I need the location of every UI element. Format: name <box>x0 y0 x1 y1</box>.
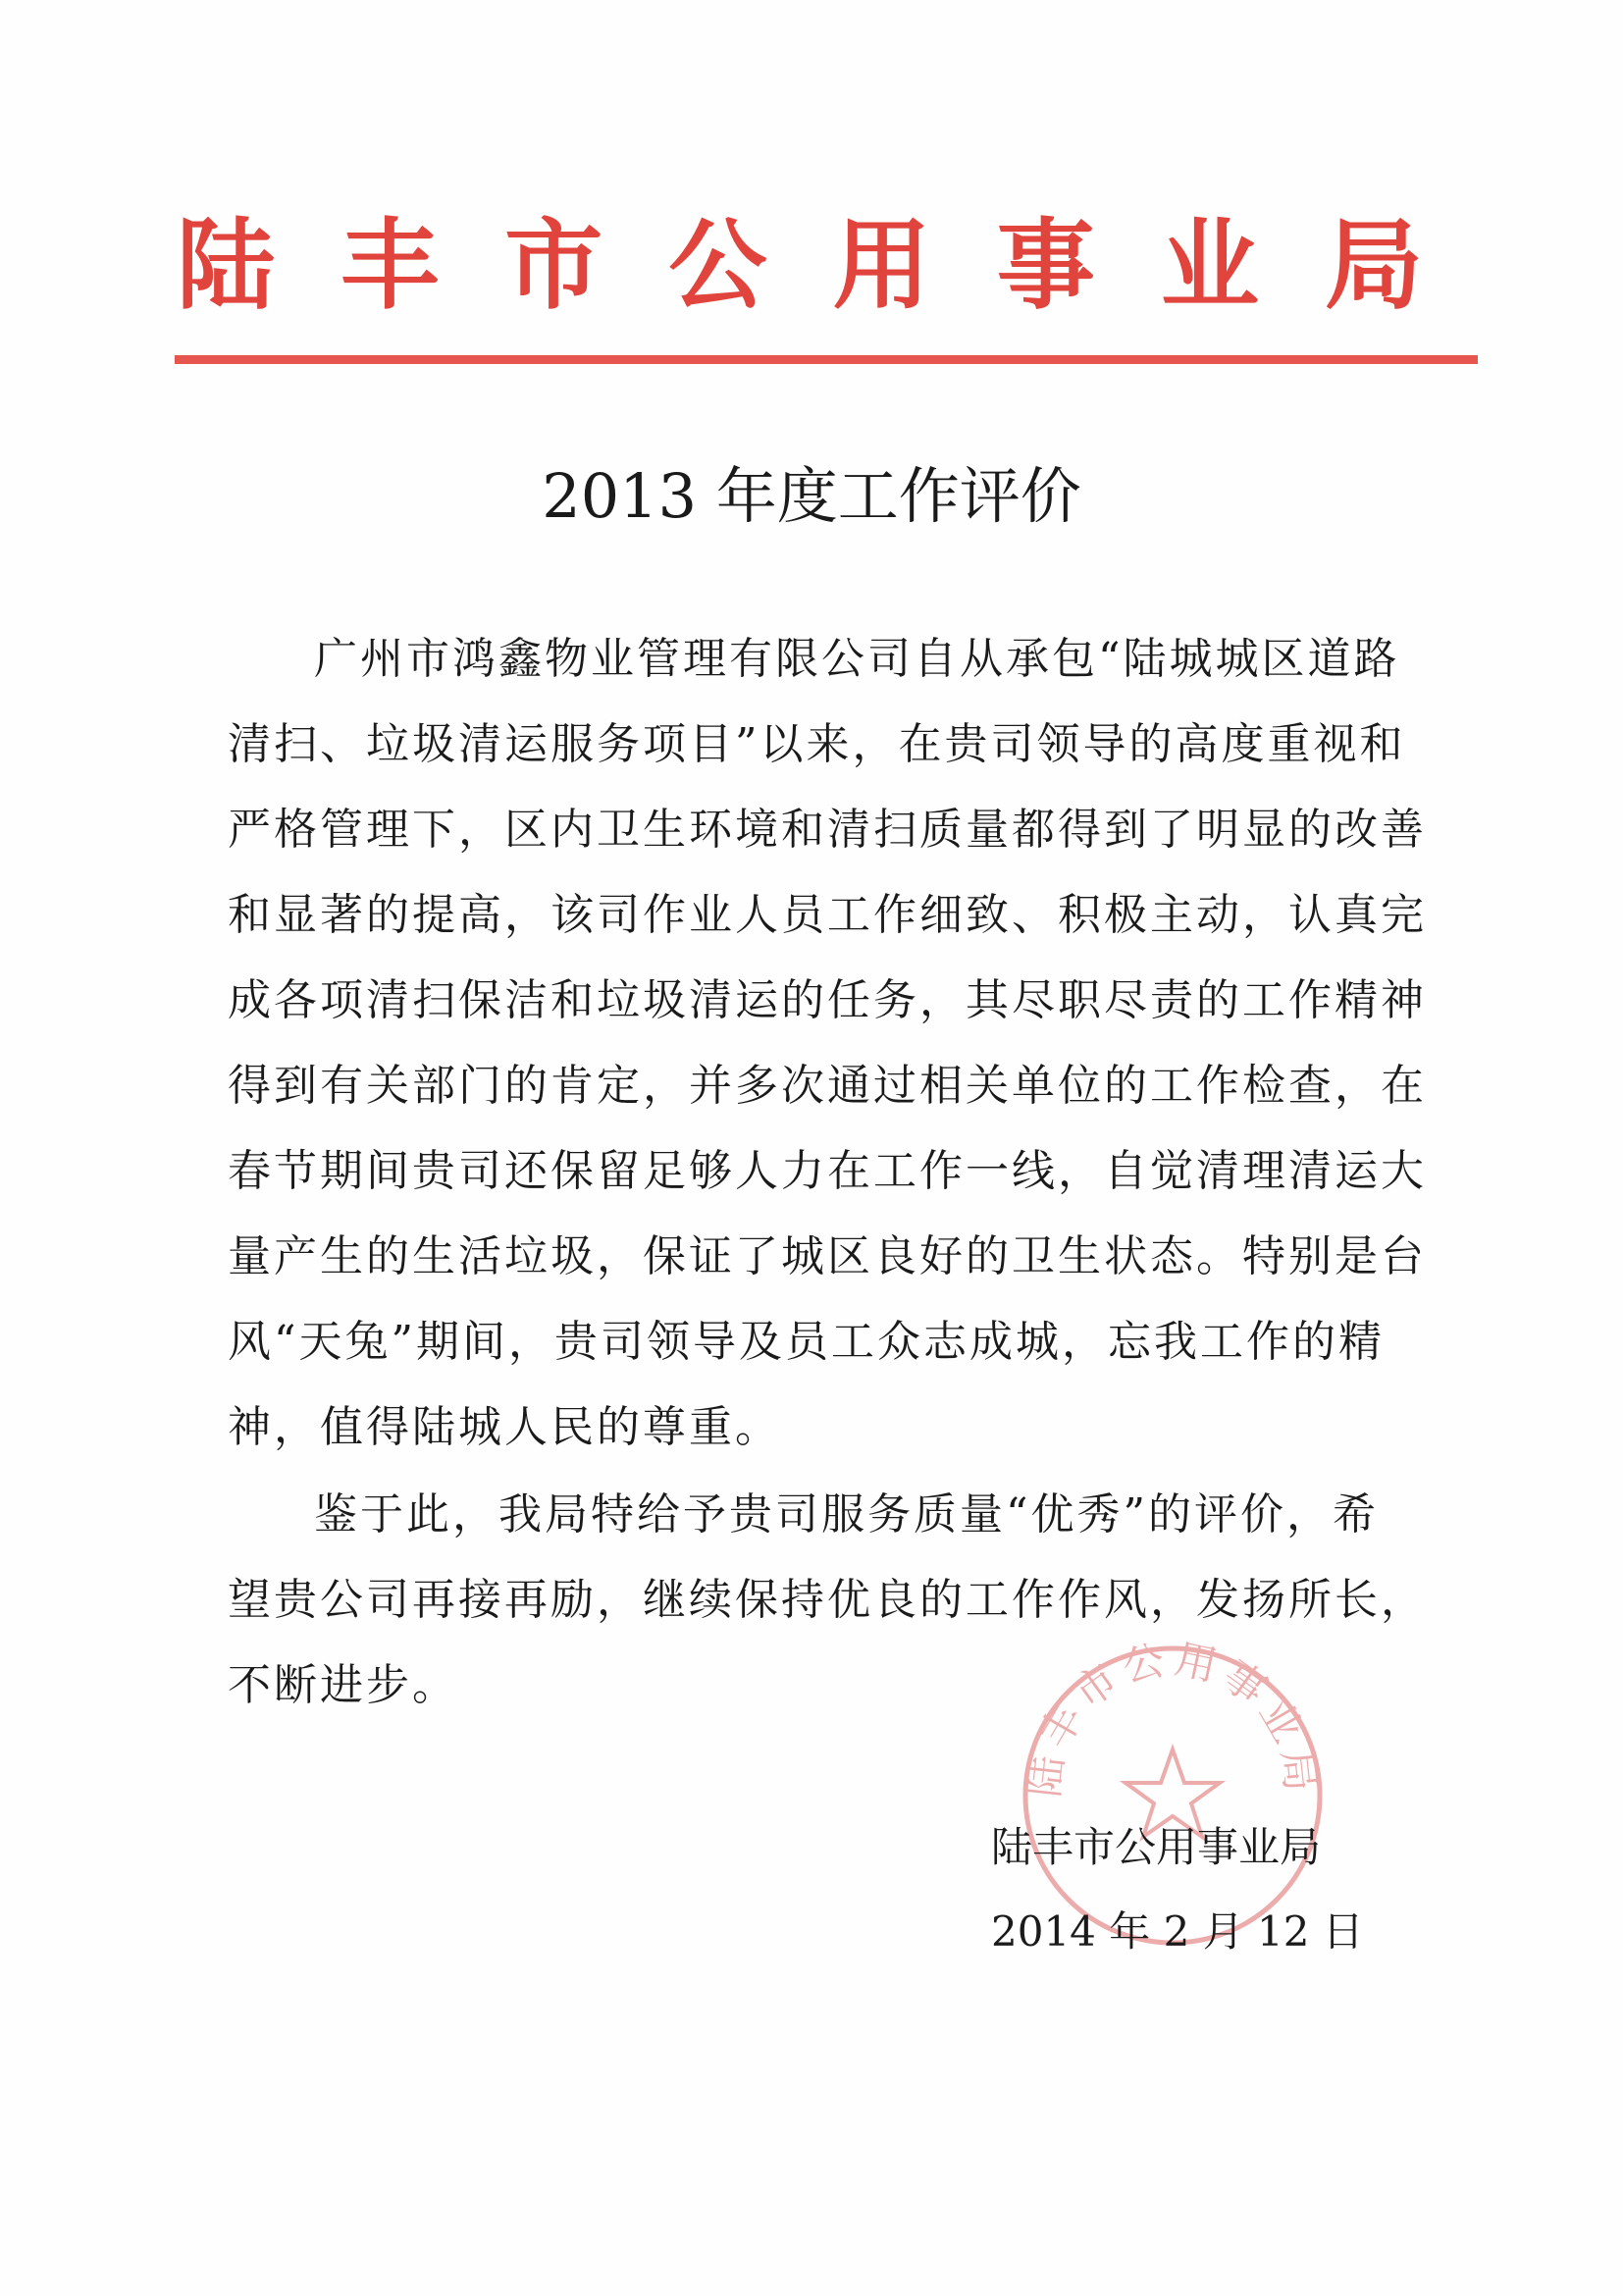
paragraph-line: 和显著的提高，该司作业人员工作细致、积极主动，认真完 <box>228 890 1427 940</box>
paragraph-line: 风“天兔”期间，贵司领导及员工众志成城，忘我工作的精 <box>228 1317 1385 1367</box>
letterhead-char: 公 <box>668 207 767 323</box>
paragraph-line: 神，值得陆城人民的尊重。 <box>228 1402 781 1452</box>
document-title: 2013 年度工作评价 <box>542 460 1081 532</box>
signature-org: 陆丰市公用事业局 <box>991 1823 1322 1871</box>
body-paragraph <box>228 616 1427 1470</box>
letterhead-char: 局 <box>1324 207 1423 323</box>
signature-block <box>991 1805 1384 1974</box>
letterhead-title <box>177 207 1423 323</box>
letterhead-char: 陆 <box>177 207 275 323</box>
paragraph-line: 不断进步。 <box>228 1660 458 1710</box>
paragraph-line: 春节期间贵司还保留足够人力在工作一线，自觉清理清运大 <box>228 1146 1427 1196</box>
letterhead-char: 市 <box>504 207 603 323</box>
letterhead-char: 业 <box>1160 207 1259 323</box>
seal-text: 陆丰市公用事业局 <box>1020 1634 1326 1800</box>
letterhead-char: 事 <box>996 207 1095 323</box>
paragraph-line: 严格管理下，区内卫生环境和清扫质量都得到了明显的改善 <box>228 805 1427 855</box>
paragraph-line: 量产生的生活垃圾，保证了城区良好的卫生状态。特别是台 <box>228 1231 1427 1281</box>
letterhead-divider <box>175 355 1478 364</box>
paragraph-line: 望贵公司再接再励，继续保持优良的工作作风，发扬所长， <box>228 1575 1427 1625</box>
paragraph-line: 鉴于此，我局特给予贵司服务质量“优秀”的评价，希 <box>314 1489 1379 1539</box>
letterhead-char: 用 <box>832 207 931 323</box>
paragraph-line: 清扫、垃圾清运服务项目”以来，在贵司领导的高度重视和 <box>228 719 1406 769</box>
letterhead-char: 丰 <box>340 207 440 323</box>
signature-date: 2014 年 2 月 12 日 <box>991 1907 1364 1956</box>
paragraph-line: 广州市鸿鑫物业管理有限公司自从承包“陆城城区道路 <box>314 634 1400 684</box>
paragraph-line: 成各项清扫保洁和垃圾清运的任务，其尽职尽责的工作精神 <box>228 975 1427 1025</box>
paragraph-line: 得到有关部门的肯定，并多次通过相关单位的工作检查，在 <box>228 1061 1427 1111</box>
